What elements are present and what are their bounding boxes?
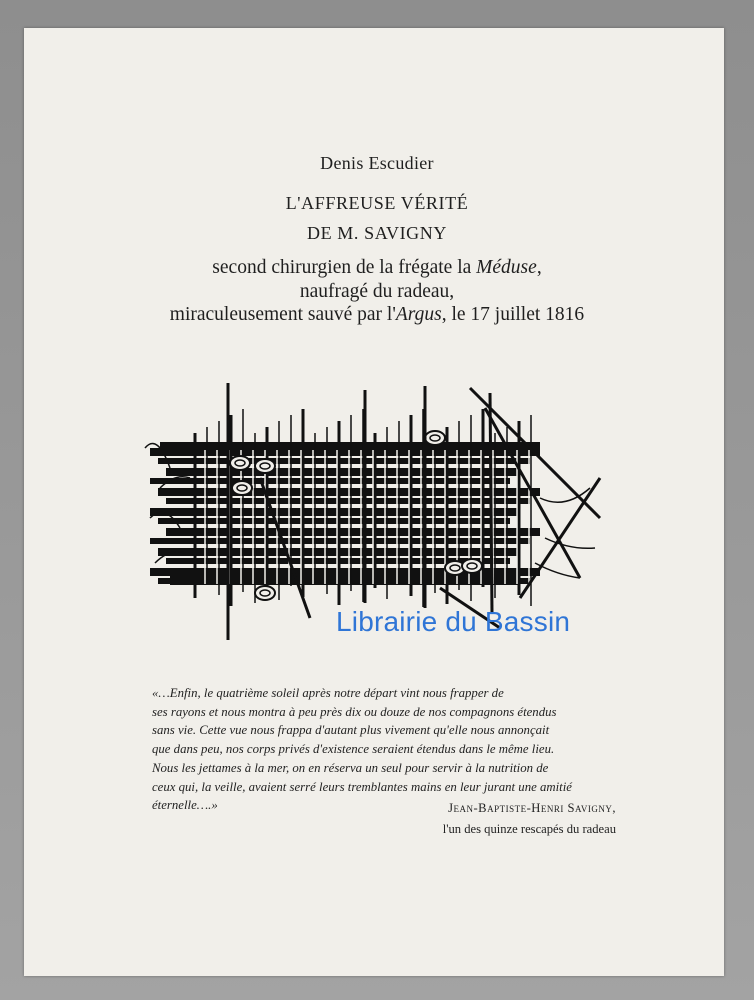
subtitle-text: , xyxy=(536,257,542,278)
bookseller-watermark: Librairie du Bassin xyxy=(336,606,571,637)
ship-name-meduse: Méduse xyxy=(476,257,537,278)
quote-block xyxy=(152,684,617,815)
title-line-2: DE M. SAVIGNY xyxy=(307,223,447,243)
barrel xyxy=(255,586,275,600)
quote-line: sans vie. Cette vue nous frappa d'autant plus vivement qu'elle nous annonçait xyxy=(152,723,550,738)
raft-plank xyxy=(150,478,510,484)
raft-mast xyxy=(490,393,492,613)
barrel xyxy=(462,559,482,573)
subtitle-line-1 xyxy=(0,257,754,279)
barrel xyxy=(425,431,445,445)
author-name: Denis Escudier xyxy=(320,153,434,173)
signature-name: Jean-Baptiste-Henri Savigny, xyxy=(448,801,616,815)
barrel xyxy=(232,481,252,495)
subtitle-line-3 xyxy=(0,304,754,326)
subtitle-text: second chirurgien de la frégate la xyxy=(212,257,477,278)
quote-line: ceux qui, la veille, avaient serré leurs tremblantes mains en leur jurant une amitié xyxy=(152,779,572,794)
quote-line: que dans peu, nos corps privés d'existence seraient étendus dans le même lieu. xyxy=(152,742,555,757)
quote-line: ses rayons et nous montra à peu près dix ou douze de nos compagnons étendus xyxy=(152,704,557,719)
title-line-1: L'AFFREUSE VÉRITÉ xyxy=(285,193,469,213)
raft-plank xyxy=(166,498,530,504)
quote-line: éternelle….» xyxy=(152,798,218,813)
ship-name-argus: Argus xyxy=(395,304,442,325)
quote-line: Nous les jettames à la mer, on en réserva un seul pour servir à la nutrition de xyxy=(152,760,549,775)
subtitle-line-2: naufragé du radeau, xyxy=(299,281,455,302)
subtitle-text: miraculeusement sauvé par l' xyxy=(169,304,396,325)
signature-note: l'un des quinze rescapés du radeau xyxy=(442,822,616,836)
barrel xyxy=(255,459,275,473)
barrel xyxy=(230,456,250,470)
raft-plank xyxy=(158,458,530,464)
quote-line: «…Enfin, le quatrième soleil après notre départ vint nous frapper de xyxy=(152,686,504,700)
subtitle-text: , le 17 juillet 1816 xyxy=(441,304,585,325)
raft-beam xyxy=(170,576,520,585)
